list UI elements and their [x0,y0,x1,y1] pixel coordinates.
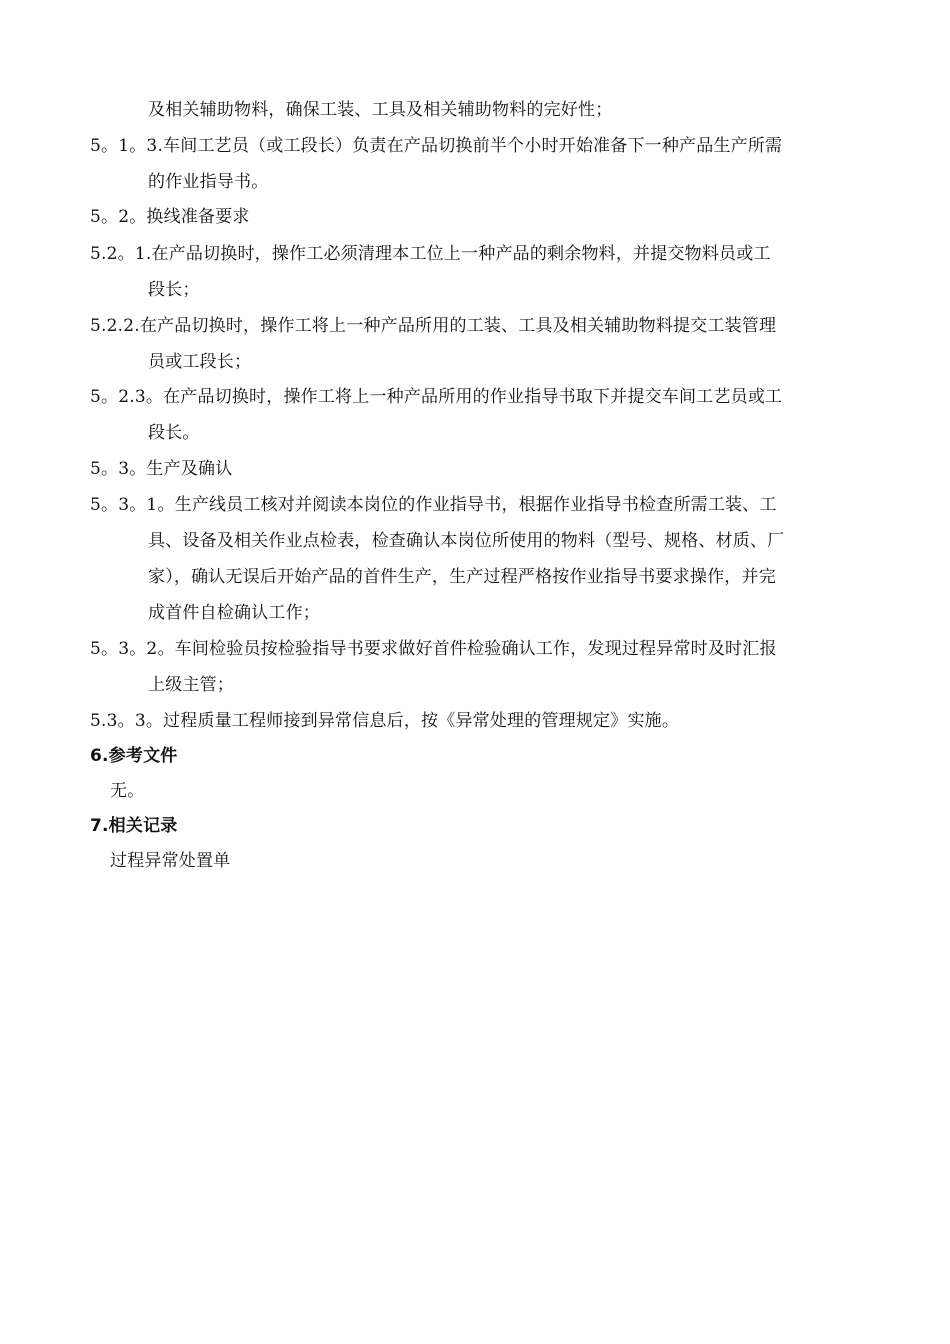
item-5-2-2-line-2: 员或工段长； [148,352,252,372]
item-5-2-1-line-1: 5.2。1.在产品切换时，操作工必须清理本工位上一种产品的剩余物料，并提交物料员或工 [90,244,771,264]
item-5-2-3-line-1: 5。2.3。在产品切换时，操作工将上一种产品所用的作业指导书取下并提交车间工艺员或工 [90,387,783,407]
item-5-3-1-line-3: 家），确认无误后开始产品的首件生产，生产过程严格按作业指导书要求操作，并完 [148,567,776,587]
item-5-1-3-line-1: 5。1。3.车间工艺员（或工段长）负责在产品切换前半个小时开始准备下一种产品生产所需 [90,136,783,156]
section-5-3-title: 5。3。生产及确认 [90,459,233,479]
section-6-heading: 6.参考文件 [90,746,178,766]
section-7-body: 过程异常处置单 [110,851,231,871]
item-5-3-1-line-2: 具、设备及相关作业点检表，检查确认本岗位所使用的物料（型号、规格、材质、厂 [148,531,785,551]
item-5-2-3-line-2: 段长。 [148,423,200,443]
item-5-3-1-line-4: 成首件自检确认工作； [148,603,320,623]
item-5-1-3-line-2: 的作业指导书。 [148,172,269,192]
item-5-2-1-line-2: 段长； [148,280,200,300]
item-5-2-2-line-1: 5.2.2.在产品切换时，操作工将上一种产品所用的工装、工具及相关辅助物料提交工装管理 [90,316,777,336]
item-5-3-2-line-2: 上级主管； [148,675,234,695]
section-6-body: 无。 [110,781,145,801]
section-7-heading: 7.相关记录 [90,816,178,836]
paragraph-5-1-2-continuation: 及相关辅助物料，确保工装、工具及相关辅助物料的完好性； [148,100,613,120]
section-5-2-title: 5。2。换线准备要求 [90,207,250,227]
item-5-3-1-line-1: 5。3。1。生产线员工核对并阅读本岗位的作业指导书，根据作业指导书检查所需工装、工 [90,495,777,515]
item-5-3-3: 5.3。3。过程质量工程师接到异常信息后，按《异常处理的管理规定》实施。 [90,711,680,731]
item-5-3-2-line-1: 5。3。2。车间检验员按检验指导书要求做好首件检验确认工作，发现过程异常时及时汇报 [90,639,777,659]
